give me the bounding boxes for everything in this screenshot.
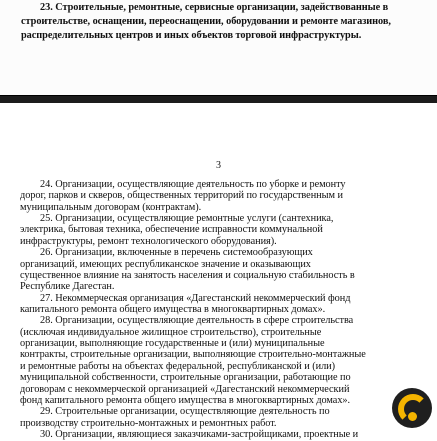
- paragraph-23-line-1: 23. Строительные, ремонтные, сервисные организации, задействованные в: [40, 2, 389, 13]
- paragraph-28-line-4: контракты, строительные организации, выполняющие строительно-монтажные: [20, 349, 366, 361]
- paragraph-30-line-1: 30. Организации, являющиеся заказчиками-застройщиками, проектные и: [40, 429, 359, 440]
- paragraph-28-line-5: и ремонтные работы на объектах федеральной, республиканской и (или): [20, 360, 336, 372]
- paragraph-25-line-1: 25. Организации, осуществляющие ремонтные услуги (сантехника,: [40, 213, 334, 225]
- paragraph-27-line-1: 27. Некоммерческая организация «Дагестанский некоммерческий фонд: [40, 292, 351, 304]
- paragraph-27-line-2: капитального ремонта общего имущества в многоквартирных домах».: [20, 304, 326, 315]
- paragraph-28-line-3: организации, выполняющие государственные и (или) муниципальные: [20, 338, 325, 350]
- paragraph-26-line-2: организаций, имеющих республиканское значение и оказывающих: [20, 258, 311, 270]
- paragraph-24-line-1: 24. Организации, осуществляющие деятельность по уборке и ремонту: [40, 179, 346, 190]
- paragraph-26-line-1: 26. Организации, включенные в перечень системообразующих: [40, 247, 313, 259]
- paragraph-28-line-2: (исключая индивидуальное жилищное строительство), строительные: [20, 326, 322, 338]
- paragraph-29-line-1: 29. Строительные организации, осуществляющие деятельность по: [40, 406, 330, 418]
- page-number: 3: [216, 160, 221, 171]
- paragraph-25-line-2: электрика, бытовая техника, обеспечение исправности коммунальной: [20, 224, 323, 236]
- paragraph-28-line-6: муниципальной собственности, строительные организации, работающие по: [20, 372, 351, 384]
- previous-page-fragment: [0, 0, 437, 95]
- paragraph-24-line-3: муниципальным договорам (контрактам).: [20, 201, 202, 213]
- paragraph-28-line-1: 28. Организации, осуществляющие деятельность в сфере строительства: [40, 315, 354, 327]
- app-logo-icon[interactable]: [392, 388, 432, 428]
- paragraph-23-line-3: распределительных центров и иных объектов торговой инфраструктуры.: [21, 30, 362, 41]
- paragraph-24-line-2: дорог, парков и скверов, общественных территорий по государственным и: [20, 190, 343, 202]
- paragraph-26-line-3: существенное влияние на занятость населения и социальную стабильность в: [20, 269, 355, 281]
- logo-dot-icon: [408, 412, 417, 421]
- paragraph-29-line-2: производству строительно-монтажных и ремонтных работ.: [20, 417, 277, 429]
- paragraph-25-line-3: инфраструктуры, ремонт технологического оборудования).: [20, 235, 277, 247]
- paragraph-23-line-2: строительстве, оснащении, переоснащении, оборудовании и ремонте магазинов,: [21, 16, 391, 27]
- paragraph-28-line-8: фонд капитального ремонта общего имущества в многоквартирных домах».: [20, 394, 351, 406]
- paragraph-28-line-7: договорам с некоммерческой организацией «Дагестанский некоммерческий: [20, 383, 350, 395]
- paragraph-26-line-4: Республике Дагестан.: [20, 281, 115, 293]
